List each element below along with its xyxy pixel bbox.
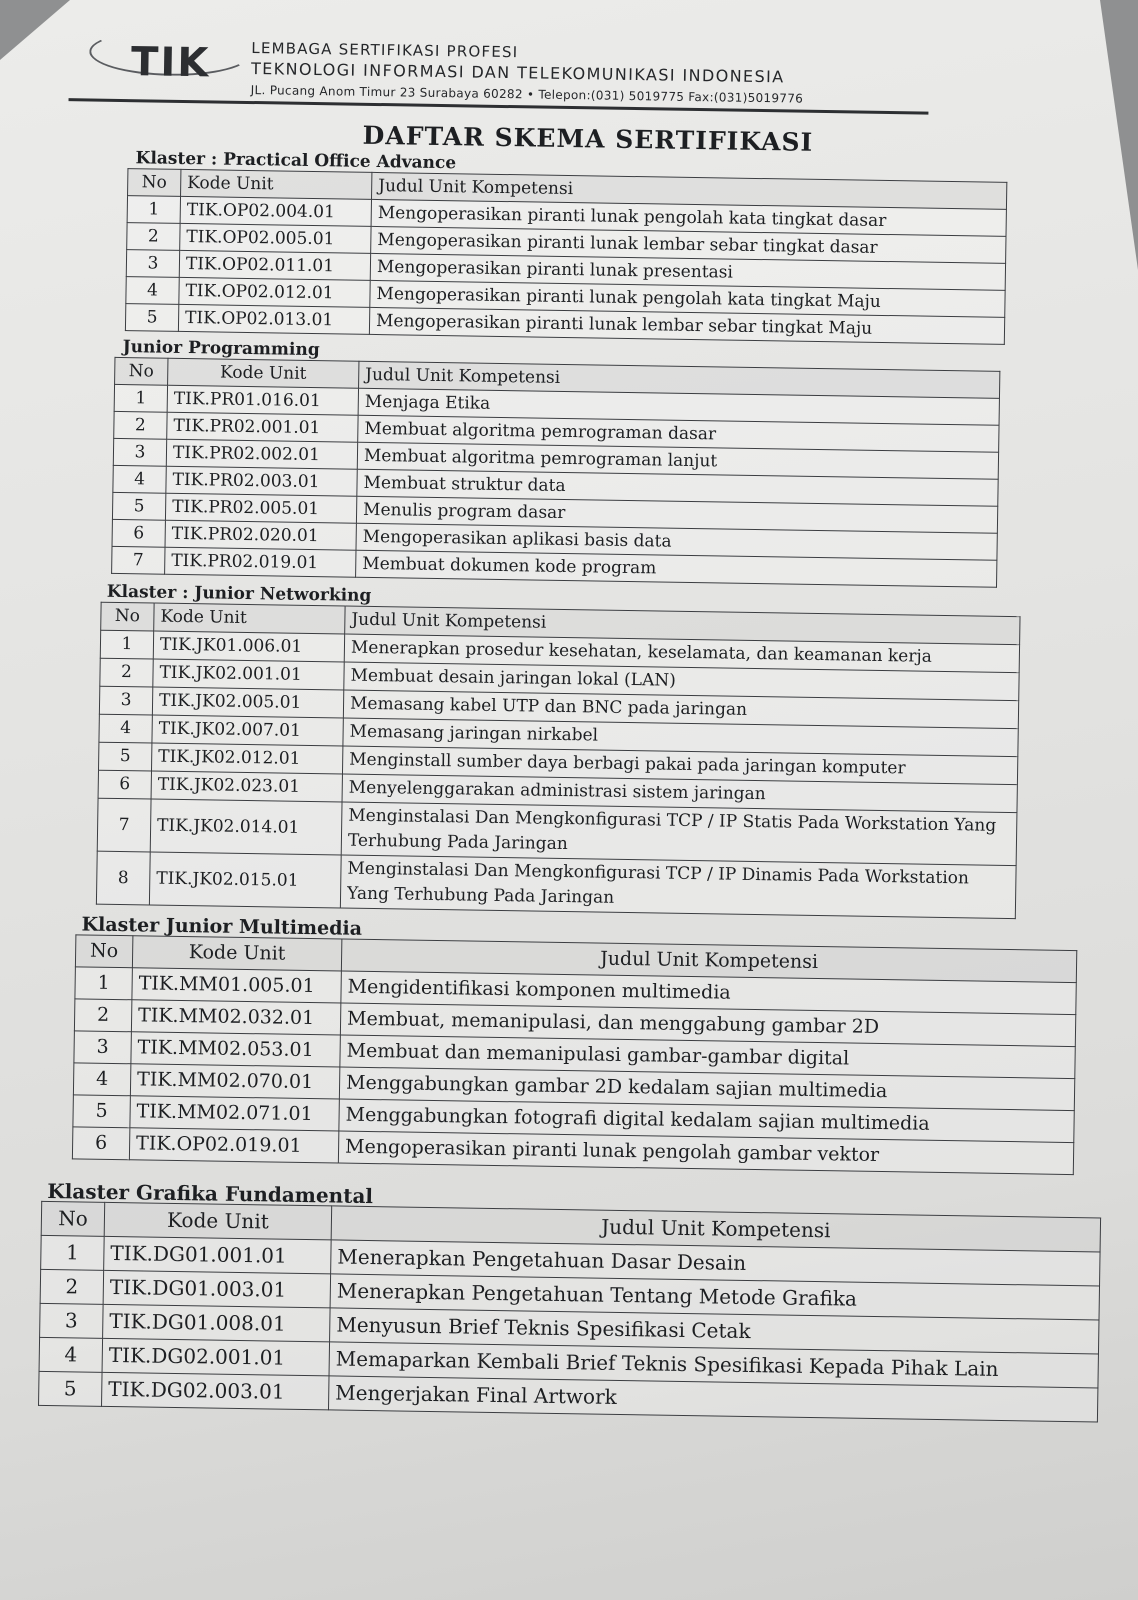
cell-judul: Menerapkan Pengetahuan Tentang Metode Grafika xyxy=(330,1274,1099,1320)
cell-code: TIK.JK02.023.01 xyxy=(151,771,342,802)
cell-no: 4 xyxy=(39,1337,103,1372)
cell-no: 3 xyxy=(126,250,179,278)
cell-no: 1 xyxy=(100,630,153,659)
cell-code: TIK.PR02.019.01 xyxy=(165,547,356,577)
cell-code: TIK.PR02.003.01 xyxy=(166,466,357,496)
header-no: No xyxy=(101,602,154,631)
cell-judul: Memasang jaringan nirkabel xyxy=(343,718,1018,757)
cluster-list xyxy=(38,147,1058,1422)
header-code: Kode Unit xyxy=(154,603,345,634)
competency-table xyxy=(72,934,1077,1175)
cell-code: TIK.MM02.032.01 xyxy=(131,1000,340,1035)
header-judul: Judul Unit Kompetensi xyxy=(341,939,1076,983)
document-title: DAFTAR SKEMA SERTIFIKASI xyxy=(362,120,814,157)
cell-judul: Menyelenggarakan administrasi sistem jaringan xyxy=(342,774,1017,813)
header-judul: Judul Unit Kompetensi xyxy=(331,1206,1100,1252)
cell-no: 8 xyxy=(96,851,150,905)
header-no: No xyxy=(41,1201,105,1236)
cell-code: TIK.OP02.013.01 xyxy=(178,304,369,334)
institution-address: JL. Pucang Anom Timur 23 Surabaya 60282 • Telepon:(031) 5019775 Fax:(031)5019776 xyxy=(250,83,804,106)
cluster-section xyxy=(51,336,1055,589)
cell-judul: Menggabungkan gambar 2D kedalam sajian multimedia xyxy=(339,1067,1074,1111)
header-no: No xyxy=(128,169,181,197)
competency-table xyxy=(125,168,1007,345)
header-no: No xyxy=(75,935,132,968)
cell-code: TIK.PR02.001.01 xyxy=(167,412,358,442)
cell-code: TIK.DG01.001.01 xyxy=(104,1236,332,1274)
header-code: Kode Unit xyxy=(168,358,359,388)
cell-code: TIK.JK02.007.01 xyxy=(152,715,343,746)
cell-code: TIK.MM02.053.01 xyxy=(131,1032,340,1067)
cluster-section xyxy=(46,581,1051,920)
cell-judul: Membuat dokumen kode program xyxy=(356,550,997,587)
cell-no: 5 xyxy=(39,1371,103,1406)
cell-no: 3 xyxy=(74,1031,131,1064)
header-judul: Judul Unit Kompetensi xyxy=(359,361,1000,398)
cell-code: TIK.JK02.012.01 xyxy=(151,743,342,774)
cell-judul: Mengoperasikan piranti lunak pengolah kata tingkat dasar xyxy=(371,199,1006,236)
cell-code: TIK.OP02.004.01 xyxy=(180,196,371,226)
cell-judul: Memasang kabel UTP dan BNC pada jaringan xyxy=(343,690,1018,729)
competency-table xyxy=(38,1201,1101,1423)
header-judul: Judul Unit Kompetensi xyxy=(372,172,1007,209)
cell-no: 2 xyxy=(127,223,180,251)
logo-text: TIK xyxy=(130,39,211,87)
header-code: Kode Unit xyxy=(104,1202,332,1240)
cell-code: TIK.JK02.015.01 xyxy=(149,852,341,908)
cell-code: TIK.PR01.016.01 xyxy=(167,385,358,415)
cell-judul: Membuat dan memanipulasi gambar-gambar digital xyxy=(340,1035,1075,1079)
cell-judul: Mengoperasikan piranti lunak lembar sebar tingkat dasar xyxy=(371,226,1006,263)
cell-no: 5 xyxy=(125,304,178,332)
cell-code: TIK.DG02.001.01 xyxy=(102,1338,330,1376)
cell-code: TIK.OP02.019.01 xyxy=(129,1128,338,1163)
cell-code: TIK.JK02.001.01 xyxy=(153,659,344,690)
cell-code: TIK.DG01.008.01 xyxy=(103,1304,331,1342)
competency-table xyxy=(96,602,1021,919)
letterhead-text xyxy=(251,39,804,106)
cell-code: TIK.PR02.005.01 xyxy=(165,493,356,523)
cluster-title: Klaster : Junior Networking xyxy=(106,581,372,606)
header-judul: Judul Unit Kompetensi xyxy=(345,606,1020,645)
institution-subtitle: TEKNOLOGI INFORMASI DAN TELEKOMUNIKASI INDONESIA xyxy=(250,59,785,87)
cell-no: 3 xyxy=(113,438,166,466)
cell-judul: Menulis program dasar xyxy=(356,496,997,533)
cell-code: TIK.MM01.005.01 xyxy=(132,968,341,1003)
cell-code: TIK.DG02.003.01 xyxy=(102,1372,330,1410)
cell-no: 4 xyxy=(73,1063,130,1096)
cell-no: 5 xyxy=(112,492,165,520)
cell-no: 1 xyxy=(127,196,180,224)
cluster-section xyxy=(38,1178,1041,1422)
cell-no: 4 xyxy=(126,277,179,305)
cell-judul: Mengoperasikan piranti lunak pengolah gambar vektor xyxy=(338,1131,1073,1175)
cell-no: 1 xyxy=(114,384,167,412)
cell-no: 2 xyxy=(74,999,131,1032)
competency-table xyxy=(111,357,1000,588)
cell-judul: Membuat algoritma pemrograman lanjut xyxy=(357,442,998,479)
cell-no: 2 xyxy=(100,658,153,687)
cell-code: TIK.MM02.070.01 xyxy=(130,1064,339,1099)
cell-judul: Membuat struktur data xyxy=(357,469,998,506)
cell-no: 4 xyxy=(99,714,152,743)
cell-no: 3 xyxy=(40,1303,104,1338)
cell-code: TIK.OP02.012.01 xyxy=(179,277,370,307)
cell-no: 1 xyxy=(41,1235,105,1270)
cell-judul: Menerapkan Pengetahuan Dasar Desain xyxy=(331,1240,1100,1286)
cell-no: 7 xyxy=(112,546,165,574)
cell-judul: Menerapkan prosedur kesehatan, keselamata, dan keamanan kerja xyxy=(344,634,1019,673)
cell-judul: Mengoperasikan piranti lunak presentasi xyxy=(370,253,1005,290)
cell-code: TIK.JK02.005.01 xyxy=(152,687,343,718)
cell-no: 6 xyxy=(112,519,165,547)
cell-judul: Memaparkan Kembali Brief Teknis Spesifikasi Kepada Pihak Lain xyxy=(329,1342,1098,1388)
cell-code: TIK.OP02.005.01 xyxy=(180,223,371,253)
cell-judul: Membuat algoritma pemrograman dasar xyxy=(358,415,999,452)
cell-judul: Menginstall sumber daya berbagi pakai pada jaringan komputer xyxy=(342,746,1017,785)
tik-logo xyxy=(89,24,250,87)
cell-code: TIK.OP02.011.01 xyxy=(179,250,370,280)
cell-code: TIK.JK01.006.01 xyxy=(153,631,344,662)
header-code: Kode Unit xyxy=(181,169,372,199)
cell-no: 4 xyxy=(113,465,166,493)
header-no: No xyxy=(115,357,168,385)
cell-code: TIK.JK02.014.01 xyxy=(150,799,342,855)
cell-no: 6 xyxy=(72,1127,129,1160)
cell-judul: Mengidentifikasi komponen multimedia xyxy=(341,971,1076,1015)
institution-name: LEMBAGA SERTIFIKASI PROFESI xyxy=(251,39,519,62)
cell-code: TIK.MM02.071.01 xyxy=(130,1096,339,1131)
cell-judul: Mengoperasikan aplikasi basis data xyxy=(356,523,997,560)
cell-judul: Menjaga Etika xyxy=(358,388,999,425)
cell-judul: Mengoperasikan piranti lunak lembar sebar tingkat Maju xyxy=(369,307,1004,344)
cluster-title: Klaster Grafika Fundamental xyxy=(47,1178,374,1209)
header-code: Kode Unit xyxy=(132,936,341,971)
cell-judul: Mengerjakan Final Artwork xyxy=(328,1376,1097,1422)
cell-judul: Menyusun Brief Teknis Spesifikasi Cetak xyxy=(330,1308,1099,1354)
cluster-title: Klaster Junior Multimedia xyxy=(81,913,363,940)
cluster-title: Klaster : Practical Office Advance xyxy=(135,148,457,174)
cell-no: 6 xyxy=(98,770,151,799)
cluster-section xyxy=(55,147,1058,346)
document-page xyxy=(38,6,1060,1422)
cluster-section xyxy=(42,914,1046,1175)
cell-judul: Menginstalasi Dan Mengkonfigurasi TCP / IP Statis Pada Workstation Yang Terhubung Pada Jaringan xyxy=(341,802,1017,866)
cell-judul: Mengoperasikan piranti lunak pengolah kata tingkat Maju xyxy=(370,280,1005,317)
letterhead xyxy=(59,6,1060,114)
cell-judul: Menggabungkan fotografi digital kedalam sajian multimedia xyxy=(339,1099,1074,1143)
cell-no: 7 xyxy=(97,798,151,852)
cell-no: 5 xyxy=(99,742,152,771)
cell-judul: Membuat desain jaringan lokal (LAN) xyxy=(344,662,1019,701)
cell-no: 5 xyxy=(73,1095,130,1128)
cell-judul: Membuat, memanipulasi, dan menggabung gambar 2D xyxy=(340,1003,1075,1047)
cell-no: 2 xyxy=(40,1269,104,1304)
cell-no: 1 xyxy=(75,967,132,1000)
cell-code: TIK.PR02.002.01 xyxy=(166,439,357,469)
cell-no: 2 xyxy=(114,411,167,439)
cluster-title: Junior Programming xyxy=(122,337,320,361)
cell-code: TIK.DG01.003.01 xyxy=(103,1270,331,1308)
cell-no: 3 xyxy=(99,686,152,715)
cell-code: TIK.PR02.020.01 xyxy=(165,520,356,550)
cell-judul: Menginstalasi Dan Mengkonfigurasi TCP / IP Dinamis Pada Workstation Yang Terhubung Pada Jaringan xyxy=(340,855,1016,919)
